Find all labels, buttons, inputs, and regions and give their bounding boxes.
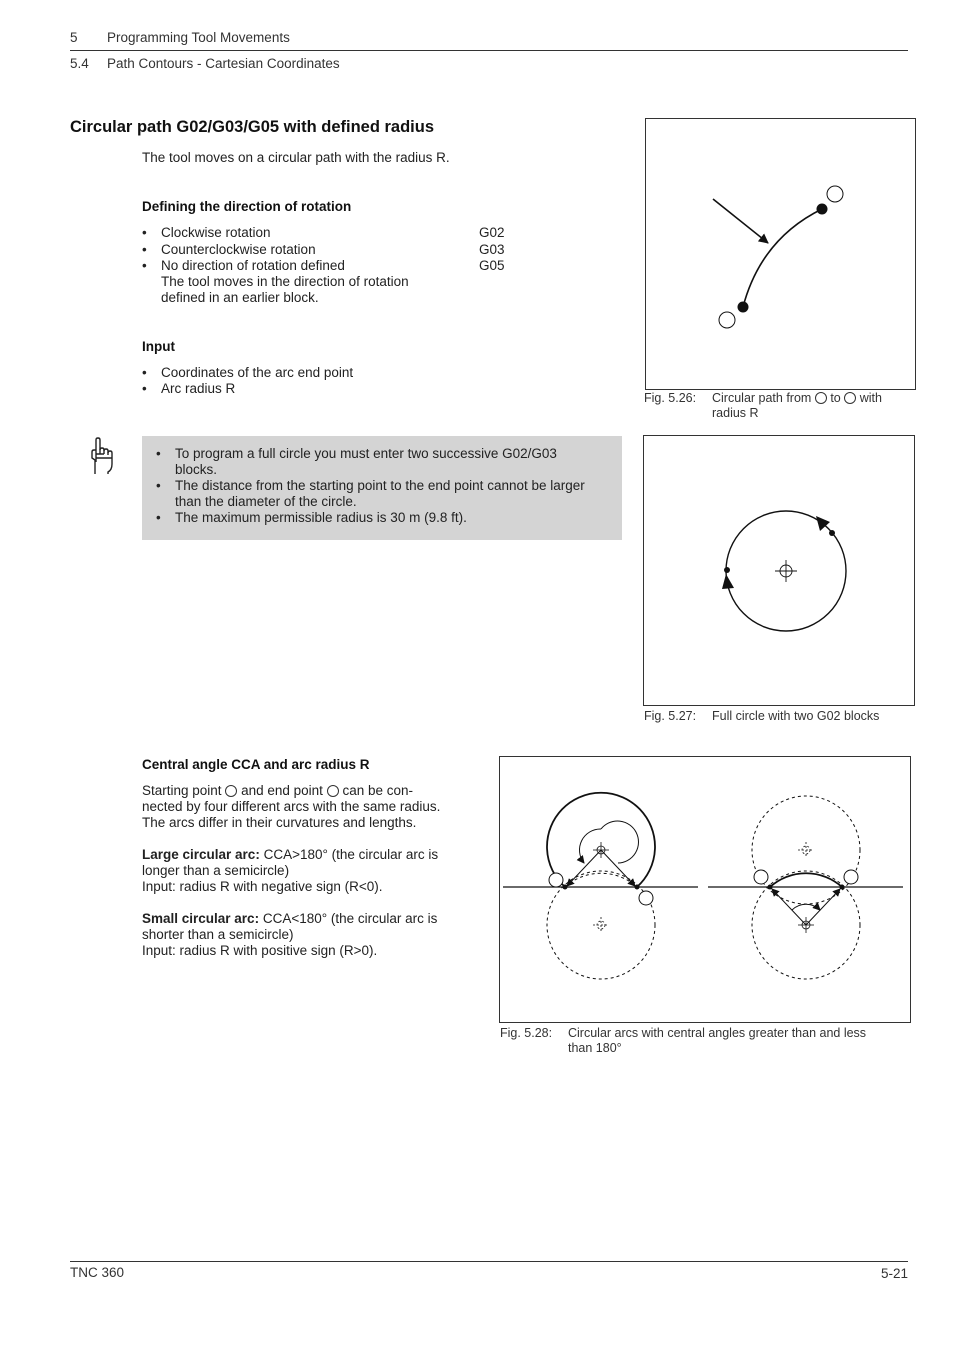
small-arc-label: Small circular arc:: [142, 911, 260, 926]
cca-text-part: and end point: [241, 783, 323, 798]
circular-path-diagram: [646, 119, 915, 389]
cca-text-part: shorter than a semicircle): [142, 927, 294, 942]
cca-text-part: CCA>180° (the circular arc is: [263, 847, 439, 862]
cca-text: [142, 783, 482, 959]
direction-arrow: [722, 574, 734, 589]
hand-pointer-icon: [86, 436, 120, 476]
start-point-ring: [549, 873, 563, 887]
angle-arc: [601, 821, 638, 863]
end-point-ring-icon: [327, 785, 339, 797]
cca-text-part: Input: radius R with positive sign (R>0).: [142, 943, 378, 958]
chapter-number: 5: [70, 30, 78, 45]
end-point-ring: [639, 891, 653, 905]
footer-rule: [70, 1261, 908, 1262]
caption-text: Circular arcs with central angles greater than and less: [568, 1026, 867, 1040]
intro-text: The tool moves on a circular path with the radius R.: [142, 150, 450, 165]
gcode-value: G02: [479, 225, 505, 240]
point-dot: [829, 530, 835, 536]
page-number: 5-21: [880, 1266, 908, 1281]
angle-arc-arrow: [792, 904, 820, 910]
chapter-title: Programming Tool Movements: [107, 30, 290, 45]
radius-line: [806, 889, 840, 925]
cca-text-part: The arcs differ in their curvatures and lengths.: [142, 815, 417, 830]
radius-line: [772, 889, 806, 925]
direction-label: Clockwise rotation: [161, 225, 271, 240]
footer-product: TNC 360: [70, 1265, 125, 1280]
start-point-ring-icon: [225, 785, 237, 797]
cca-text-part: Input: radius R with negative sign (R<0).: [142, 879, 383, 894]
figure-number: Fig. 5.28:: [500, 1026, 553, 1040]
end-point-dot: [817, 204, 828, 215]
caption-5-28: [500, 1026, 910, 1058]
list-item: [142, 242, 522, 259]
caption-5-26: [644, 391, 914, 423]
input-list: [142, 365, 522, 397]
arc-path: [743, 209, 822, 307]
full-circle-diagram: [644, 436, 914, 705]
direction-note-line: The tool moves in the direction of rotation: [161, 274, 409, 289]
start-point-dot: [738, 302, 749, 313]
figure-5-26: [645, 118, 916, 390]
start-point-ring: [719, 312, 735, 328]
start-point-ring-icon: [815, 392, 827, 404]
header-rule: [70, 50, 908, 51]
end-point-ring: [844, 870, 858, 884]
direction-list: [142, 225, 522, 306]
large-arc-dashed-complement: [565, 873, 637, 887]
cca-text-part: can be con-: [342, 783, 413, 798]
section-title: Path Contours - Cartesian Coordinates: [107, 56, 340, 71]
cca-text-part: CCA<180° (the circular arc is: [262, 911, 438, 926]
direction-heading: Defining the direction of rotation: [142, 199, 352, 214]
direction-label: No direction of rotation defined: [161, 258, 345, 273]
figure-number: Fig. 5.26:: [644, 391, 697, 405]
page-title: Circular path G02/G03/G05 with defined radius: [70, 118, 435, 136]
caption-text: to: [830, 391, 841, 405]
approach-arrow: [713, 199, 768, 243]
center-crosshair: [593, 917, 609, 933]
list-item: • Coordinates of the arc end point: [142, 365, 522, 381]
list-item: • The maximum permissible radius is 30 m (9.8 ft).: [156, 510, 596, 526]
gcode-value: G05: [479, 258, 505, 273]
figure-5-28: [499, 756, 911, 1023]
list-item: [142, 258, 522, 274]
note-box: [142, 436, 622, 540]
caption-text: Full circle with two G02 blocks: [712, 709, 880, 723]
caption-text: than 180°: [568, 1041, 622, 1055]
figure-5-27: [643, 435, 915, 706]
end-point-ring-icon: [844, 392, 856, 404]
caption-text: with: [859, 391, 882, 405]
caption-text: radius R: [712, 406, 759, 420]
small-arc: [770, 873, 842, 887]
caption-text: Circular path from: [712, 391, 812, 405]
list-item: • The distance from the starting point to the end point cannot be larger than the diameter of the circle.: [156, 478, 596, 510]
radius-line: [601, 850, 635, 886]
radius-line: [567, 850, 601, 886]
large-arc-label: Large circular arc:: [142, 847, 260, 862]
list-item: [142, 225, 522, 242]
point-dot: [724, 567, 730, 573]
section-number: 5.4: [70, 56, 89, 71]
gcode-value: G03: [479, 241, 505, 257]
cca-heading: Central angle CCA and arc radius R: [142, 757, 370, 772]
cca-text-part: longer than a semicircle): [142, 863, 290, 878]
end-point-ring: [827, 186, 843, 202]
figure-number: Fig. 5.27:: [644, 709, 697, 723]
angle-arc-arrow: [579, 829, 601, 863]
direction-label: Counterclockwise rotation: [161, 241, 316, 257]
start-point-ring: [754, 870, 768, 884]
cca-text-part: nected by four different arcs with the same radius.: [142, 799, 441, 814]
list-item: • Arc radius R: [142, 381, 522, 397]
arc-comparison-diagram: [500, 757, 910, 1022]
center-crosshair: [798, 842, 814, 858]
direction-note-line: defined in an earlier block.: [161, 290, 319, 305]
cca-text-part: Starting point: [142, 783, 222, 798]
input-heading: Input: [142, 339, 175, 354]
list-item: • To program a full circle you must enter two successive G02/G03 blocks.: [156, 446, 596, 478]
